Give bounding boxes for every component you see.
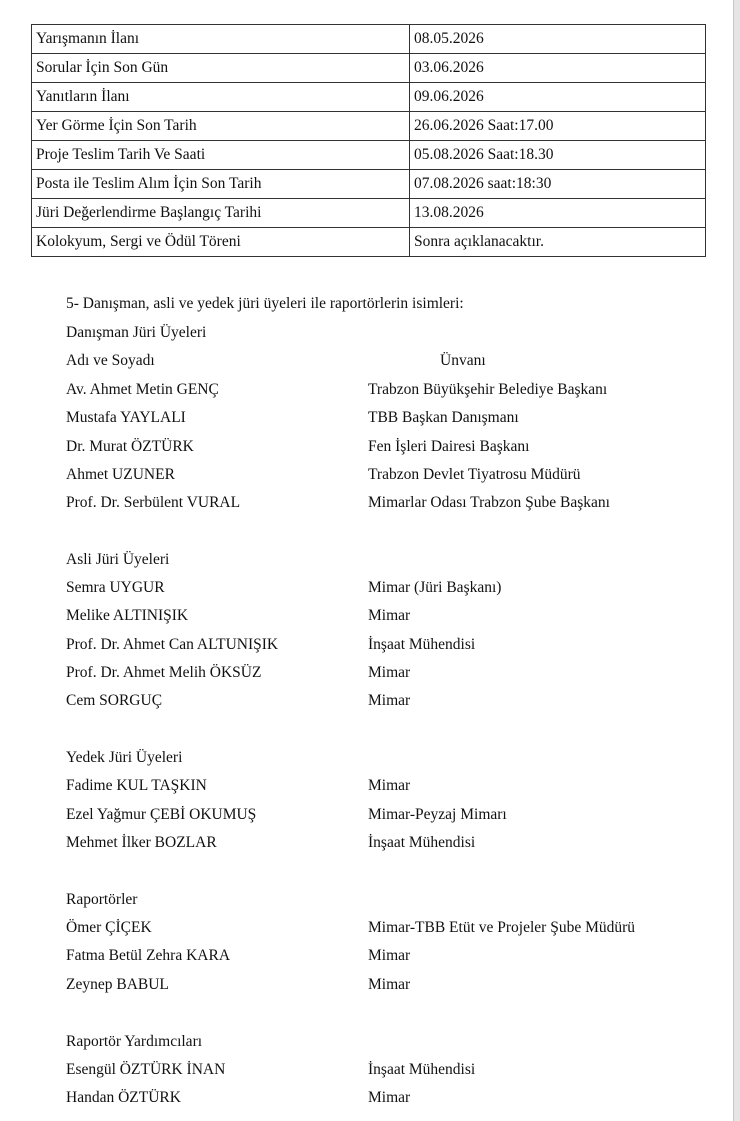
member-name: Semra UYGUR bbox=[66, 579, 165, 596]
table-row bbox=[32, 54, 706, 83]
schedule-label: Jüri Değerlendirme Başlangıç Tarihi bbox=[32, 199, 410, 228]
member-title: TBB Başkan Danışmanı bbox=[368, 409, 519, 426]
table-row bbox=[32, 83, 706, 112]
member-title: İnşaat Mühendisi bbox=[368, 1061, 476, 1078]
table-row bbox=[32, 141, 706, 170]
member-title: Mimar bbox=[368, 692, 411, 709]
page-edge-shadow bbox=[734, 0, 740, 1121]
schedule-table bbox=[31, 24, 706, 257]
main-jury-heading: Asli Jüri Üyeleri bbox=[66, 551, 170, 568]
member-name: Esengül ÖZTÜRK İNAN bbox=[66, 1061, 226, 1078]
title-column-header: Ünvanı bbox=[440, 352, 486, 369]
schedule-value: 08.05.2026 bbox=[410, 25, 706, 54]
member-name: Mehmet İlker BOZLAR bbox=[66, 834, 217, 851]
name-column-header: Adı ve Soyadı bbox=[66, 352, 155, 369]
schedule-label: Yanıtların İlanı bbox=[32, 83, 410, 112]
schedule-value: 09.06.2026 bbox=[410, 83, 706, 112]
schedule-label: Yarışmanın İlanı bbox=[32, 25, 410, 54]
schedule-label: Kolokyum, Sergi ve Ödül Töreni bbox=[32, 228, 410, 257]
section-heading: 5- Danışman, asli ve yedek jüri üyeleri ile raportörlerin isimleri: bbox=[66, 295, 464, 312]
schedule-value: 03.06.2026 bbox=[410, 54, 706, 83]
table-row bbox=[32, 228, 706, 257]
member-title: Mimar-Peyzaj Mimarı bbox=[368, 806, 507, 823]
member-title: Mimar bbox=[368, 976, 411, 993]
member-title: Fen İşleri Dairesi Başkanı bbox=[368, 438, 530, 455]
member-title: Mimar bbox=[368, 607, 411, 624]
schedule-label: Posta ile Teslim Alım İçin Son Tarih bbox=[32, 170, 410, 199]
table-row bbox=[32, 199, 706, 228]
member-title: İnşaat Mühendisi bbox=[368, 636, 476, 653]
member-title: Mimar (Jüri Başkanı) bbox=[368, 579, 502, 596]
schedule-label: Yer Görme İçin Son Tarih bbox=[32, 112, 410, 141]
schedule-value: 07.08.2026 saat:18:30 bbox=[410, 170, 706, 199]
table-row bbox=[32, 112, 706, 141]
schedule-value: 26.06.2026 Saat:17.00 bbox=[410, 112, 706, 141]
schedule-value: Sonra açıklanacaktır. bbox=[410, 228, 706, 257]
member-name: Ömer ÇİÇEK bbox=[66, 919, 152, 936]
member-name: Dr. Murat ÖZTÜRK bbox=[66, 438, 194, 455]
member-title: Mimar-TBB Etüt ve Projeler Şube Müdürü bbox=[368, 919, 636, 936]
member-name: Prof. Dr. Ahmet Can ALTUNIŞIK bbox=[66, 636, 279, 653]
member-name: Prof. Dr. Serbülent VURAL bbox=[66, 494, 241, 511]
member-name: Melike ALTINIŞIK bbox=[66, 607, 189, 624]
table-row bbox=[32, 170, 706, 199]
member-title: Mimar bbox=[368, 947, 411, 964]
member-name: Handan ÖZTÜRK bbox=[66, 1089, 181, 1106]
member-name: Ahmet UZUNER bbox=[66, 466, 175, 483]
member-title: Mimar bbox=[368, 777, 411, 794]
schedule-label: Proje Teslim Tarih Ve Saati bbox=[32, 141, 410, 170]
member-title: Trabzon Büyükşehir Belediye Başkanı bbox=[368, 381, 608, 398]
member-title: Mimar bbox=[368, 664, 411, 681]
member-name: Fadime KUL TAŞKIN bbox=[66, 777, 207, 794]
member-name: Ezel Yağmur ÇEBİ OKUMUŞ bbox=[66, 806, 257, 823]
member-name: Prof. Dr. Ahmet Melih ÖKSÜZ bbox=[66, 664, 262, 681]
rapporteurs-heading: Raportörler bbox=[66, 891, 138, 908]
member-name: Cem SORGUÇ bbox=[66, 692, 163, 709]
member-name: Mustafa YAYLALI bbox=[66, 409, 186, 426]
assistant-rapporteurs-heading: Raportör Yardımcıları bbox=[66, 1033, 203, 1050]
member-title: Mimarlar Odası Trabzon Şube Başkanı bbox=[368, 494, 610, 511]
advisory-heading: Danışman Jüri Üyeleri bbox=[66, 324, 207, 341]
member-name: Av. Ahmet Metin GENÇ bbox=[66, 381, 219, 398]
member-name: Zeynep BABUL bbox=[66, 976, 169, 993]
member-name: Fatma Betül Zehra KARA bbox=[66, 947, 231, 964]
substitute-jury-heading: Yedek Jüri Üyeleri bbox=[66, 749, 183, 766]
schedule-value: 13.08.2026 bbox=[410, 199, 706, 228]
member-title: Mimar bbox=[368, 1089, 411, 1106]
table-row bbox=[32, 25, 706, 54]
member-title: Trabzon Devlet Tiyatrosu Müdürü bbox=[368, 466, 581, 483]
member-title: İnşaat Mühendisi bbox=[368, 834, 476, 851]
schedule-value: 05.08.2026 Saat:18.30 bbox=[410, 141, 706, 170]
schedule-label: Sorular İçin Son Gün bbox=[32, 54, 410, 83]
